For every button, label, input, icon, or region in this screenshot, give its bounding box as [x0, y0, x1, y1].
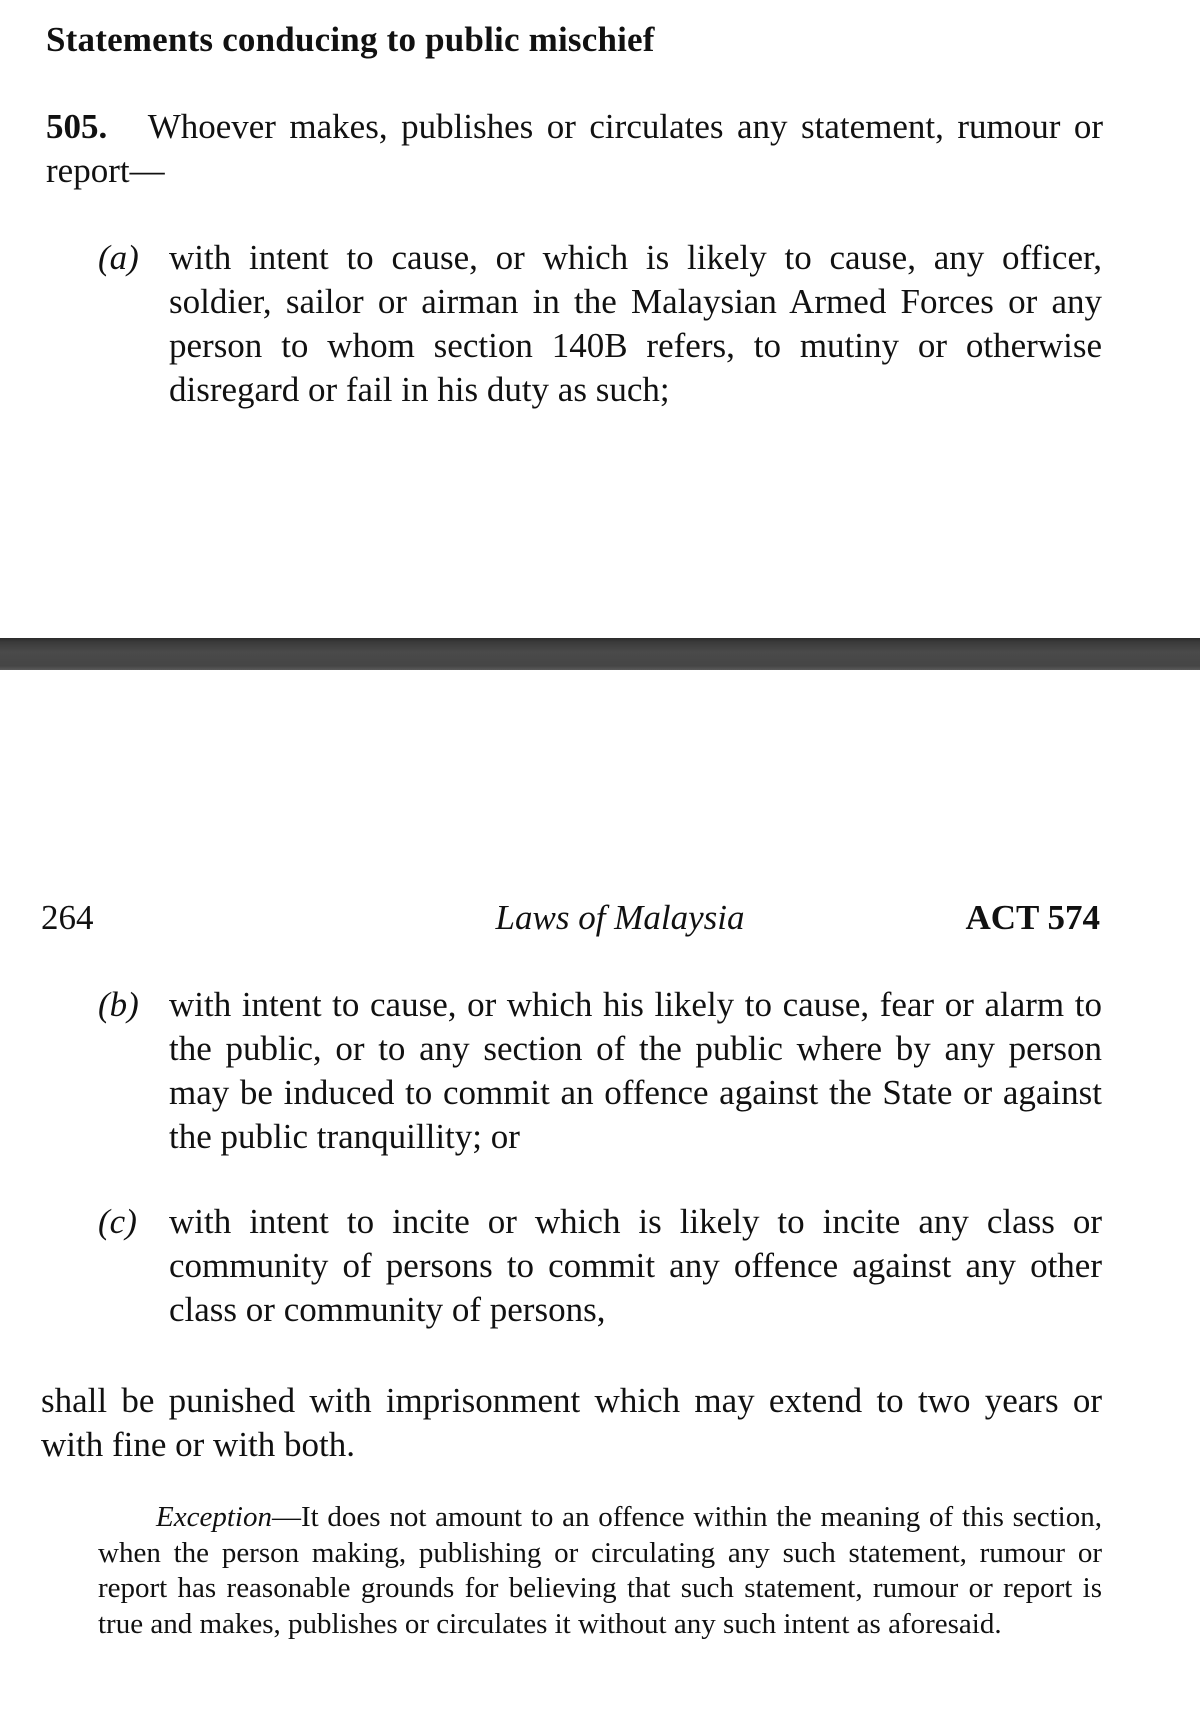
- page-separator: [0, 638, 1200, 670]
- running-header-act: ACT 574: [965, 898, 1100, 937]
- penalty-paragraph: shall be punished with imprisonment which may extend to two years or with fine or with both.: [41, 1381, 1102, 1464]
- item-text-a: with intent to cause, or which is likely to cause, any officer, soldier, sailor or airman in the Malaysian Armed Forces or any person to whom section 140B refers, to mutiny or otherwise disregard or fail in his duty as such;: [169, 238, 1102, 409]
- item-marker-b: (b): [98, 985, 139, 1024]
- running-header-title: Laws of Malaysia: [495, 898, 745, 937]
- section-heading: Statements conducing to public mischief: [46, 20, 655, 59]
- exception-text: —It does not amount to an offence within the meaning of this section, when the person making, publishing or circulating any such statement, rumour or report has reasonable grounds for believing that such statement, rumour or report is true and makes, publishes or circulates it without any such intent as aforesaid.: [98, 1501, 1102, 1640]
- item-marker-c: (c): [98, 1202, 137, 1241]
- exception-paragraph: [98, 1500, 1102, 1642]
- exception-label: Exception: [156, 1501, 272, 1533]
- section-intro-paragraph: [46, 105, 1103, 193]
- section-number: 505.: [46, 107, 108, 146]
- item-text-b: with intent to cause, or which his likely to cause, fear or alarm to the public, or to any section of the public where by any person may be induced to commit an offence against the State or against the public tranquillity; or: [169, 985, 1102, 1156]
- page-number: 264: [41, 898, 94, 937]
- document-page-top: [0, 0, 1200, 638]
- item-marker-a: (a): [98, 238, 139, 277]
- section-intro-text: Whoever makes, publishes or circulates any statement, rumour or report—: [46, 107, 1103, 190]
- item-text-c: with intent to incite or which is likely to incite any class or community of persons to commit any offence against any other class or community of persons,: [169, 1202, 1102, 1329]
